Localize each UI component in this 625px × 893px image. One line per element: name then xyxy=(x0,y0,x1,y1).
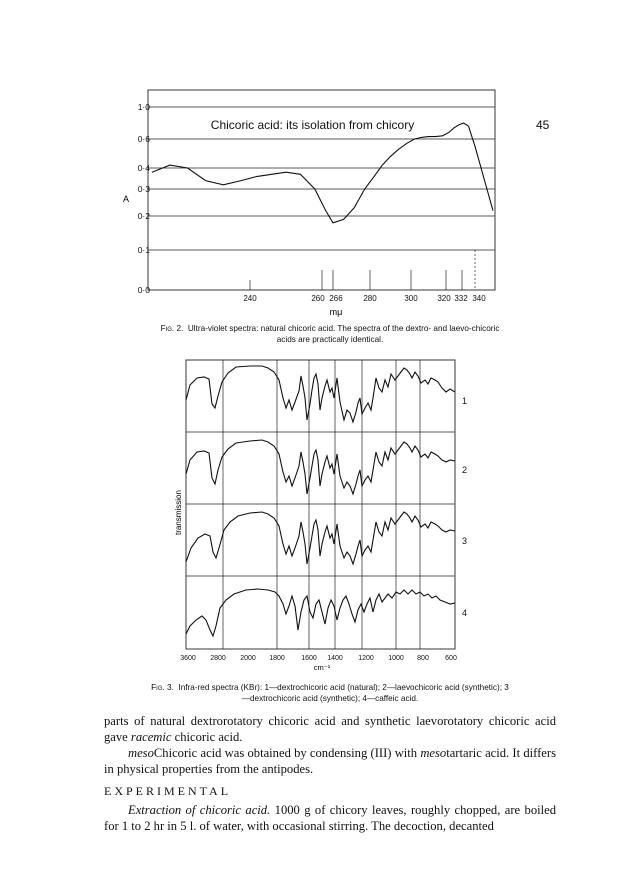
ir-x-tick-label: 600 xyxy=(445,655,457,662)
uv-y-tick-label: 0·2 xyxy=(137,211,150,221)
ir-x-tick-label: 3600 xyxy=(180,655,196,662)
uv-x-tick-label: 340 xyxy=(472,294,486,303)
uv-x-tick-label: 300 xyxy=(404,294,418,303)
uv-y-axis-title: A xyxy=(123,194,130,204)
ir-trace-1 xyxy=(186,366,455,422)
ir-trace-label: 4 xyxy=(462,608,468,618)
emphasis: meso xyxy=(128,746,154,760)
page-number: 45 xyxy=(536,118,550,132)
ir-x-axis-title: cm⁻¹ xyxy=(313,663,331,672)
ir-trace-4 xyxy=(186,589,455,636)
ir-x-tick-label: 2800 xyxy=(210,655,226,662)
ir-trace-label: 2 xyxy=(462,465,468,475)
uv-y-tick-label: 0·1 xyxy=(137,245,150,255)
uv-y-tick-label: 0·3 xyxy=(137,184,150,194)
uv-x-axis-title: mμ xyxy=(329,307,343,317)
uv-x-tick-label: 332 xyxy=(454,294,468,303)
uv-y-tick-label: 1·0 xyxy=(137,102,150,112)
figure-2-caption-text: Ultra-violet spectra: natural chicoric acid. The spectra of the dextro- and laevo-chicoric acids are practically identical. xyxy=(187,324,500,344)
figure-2-caption-label: Fig. 2. xyxy=(160,324,184,333)
emphasis: racemic xyxy=(130,730,172,744)
section-heading: EXPERIMENTAL xyxy=(104,784,232,798)
uv-x-tick-label: 260 xyxy=(311,294,325,303)
paragraph xyxy=(104,802,556,834)
ir-x-tick-label: 1400 xyxy=(327,655,343,662)
paragraph xyxy=(104,745,556,777)
figure-3-caption xyxy=(150,682,510,704)
emphasis: Extraction of chicoric acid. xyxy=(128,803,271,817)
uv-x-tick-label: 240 xyxy=(243,294,257,303)
ir-x-tick-label: 2000 xyxy=(240,655,256,662)
ir-x-tick-label: 1800 xyxy=(269,655,285,662)
ir-x-tick-label: 800 xyxy=(417,655,429,662)
ir-trace-3 xyxy=(186,512,455,564)
paragraph-text: tartaric acid. It differs in physical properties from the antipodes. xyxy=(104,746,556,776)
paragraph-text: Chicoric acid was obtained by condensing (III) with xyxy=(153,746,421,760)
uv-y-tick-label: 0·0 xyxy=(137,285,150,295)
paragraph-text: parts of natural dextrorotatory chicoric acid and synthetic laevorotatory chicoric acid gave xyxy=(104,714,556,744)
emphasis: meso xyxy=(420,746,447,760)
uv-x-tick-label: 320 xyxy=(437,294,451,303)
uv-x-tick-label: 280 xyxy=(363,294,377,303)
ir-y-axis-title: transmission xyxy=(174,490,183,535)
ir-trace-label: 1 xyxy=(462,396,468,406)
running-title: Chicoric acid: its isolation from chicory xyxy=(210,118,415,132)
ir-trace-2 xyxy=(186,440,455,494)
ir-x-tick-label: 1200 xyxy=(358,655,374,662)
figure-3-caption-label: Fig. 3. xyxy=(151,683,174,692)
uv-x-tick-label: 266 xyxy=(329,294,343,303)
figure-3-caption-text: Infra-red spectra (KBr): 1—dextrochicoric acid (natural); 2—laevochicoric acid (synthetic); 3—dextrochicoric acid (synthetic); 4—caffeic acid. xyxy=(178,683,509,703)
body-text xyxy=(104,713,556,834)
ir-x-tick-label: 1600 xyxy=(301,655,317,662)
uv-y-tick-label: 0·4 xyxy=(137,163,150,173)
paragraph xyxy=(104,713,556,745)
ir-x-tick-label: 1000 xyxy=(388,655,404,662)
uv-y-tick-label: 0·6 xyxy=(137,134,150,144)
paragraph-text: chicoric acid. xyxy=(171,730,243,744)
paragraph-text: 1000 g of chicory leaves, roughly chopped, are boiled for 1 to 2 hr in 5 l. of water, with occasional stirring. The decoction, decanted xyxy=(104,803,557,833)
ir-trace-label: 3 xyxy=(462,536,468,546)
